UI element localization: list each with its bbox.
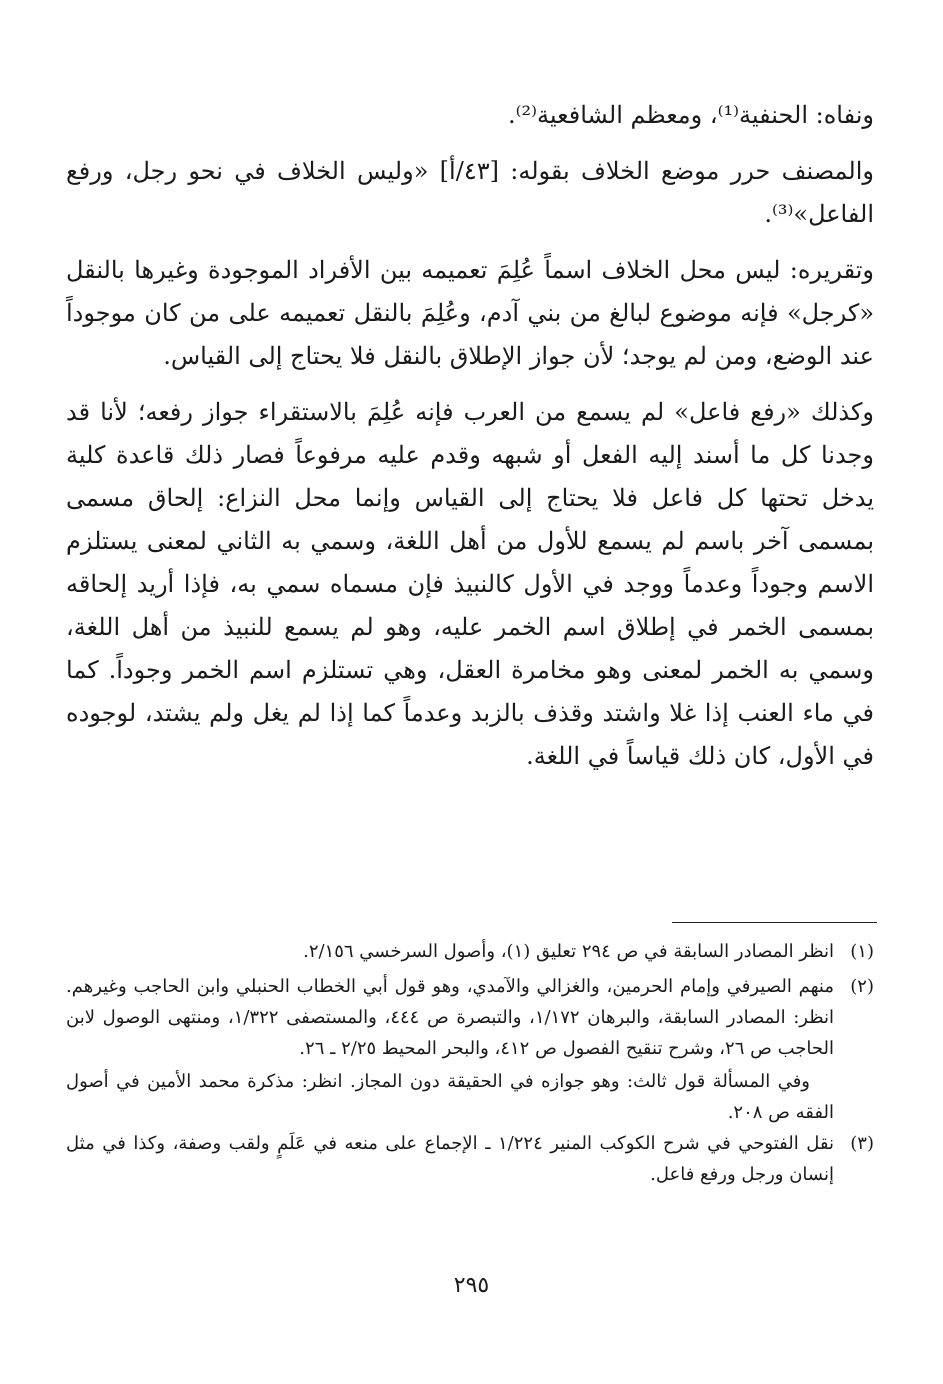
paragraph-explanation: وتقريره: ليس محل الخلاف اسماً عُلِمَ تعميمه بين الأفراد الموجودة وغيرها بالنقل «كرجل» فإنه موضوع لبالغ من بني آدم، وعُلِمَ بالنقل تعميمه على من كان موجوداً عند الوضع، ومن لم يوجد؛ لأن جواز الإطلاق بالنقل فلا يحتاج إلى القياس. — [66, 256, 874, 370]
footnote-3 — [66, 1128, 874, 1190]
footnote-2 — [66, 971, 874, 1064]
footnote-number: (٢) — [850, 976, 874, 997]
paragraph-dispute-point: والمصنف حرر موضع الخلاف بقوله: [٤٣/أ] «وليس الخلاف في نحو رجل، ورفع الفاعل»⁽³⁾. — [66, 157, 874, 228]
footnote-text: انظر المصادر السابقة في ص ٢٩٤ تعليق (١)، وأصول السرخسي ٢/١٥٦. — [303, 941, 834, 962]
paragraph-negators: ونفاه: الحنفية⁽¹⁾، ومعظم الشافعية⁽²⁾. — [508, 101, 874, 129]
footnotes — [66, 936, 874, 1190]
footnote-text: منهم الصيرفي وإمام الحرمين، والغزالي والآمدي، وهو قول أبي الخطاب الحنبلي وابن الحاجب وغيرهم. انظر: المصادر السابقة، والبرهان ١/١٧٢، والتبصرة ص ٤٤٤، والمستصفى ١/٣٢٢، ومنتهى الوصول لابن الحاجب ص ٢٦، وشرح تنقيح الفصول ص ٤١٢، والبحر المحيط ٢/٢٥ ـ ٢٦. — [66, 976, 834, 1059]
footnote-text: نقل الفتوحي في شرح الكوكب المنير ١/٢٢٤ ـ الإجماع على منعه في عَلَمٍ ولقب وصفة، وكذا في مثل إنسان ورجل ورفع فاعل. — [66, 1133, 834, 1185]
footnote-number: (٣) — [850, 1133, 874, 1154]
footnote-1 — [66, 936, 874, 967]
page-number: ٢٩٥ — [453, 1273, 490, 1298]
page-body — [66, 94, 874, 778]
paragraph-analogy: وكذلك «رفع فاعل» لم يسمع من العرب فإنه عُلِمَ بالاستقراء جواز رفعه؛ لأنا قد وجدنا كل ما أسند إليه الفعل أو شبهه وقدم عليه مرفوعاً فصار ذلك قاعدة كلية يدخل تحتها كل فاعل فلا يحتاج إلى القياس وإنما محل النزاع: إلحاق مسمى بمسمى آخر باسم لم يسمع للأول من أهل اللغة، وسمي به الثاني لمعنى يستلزم الاسم وجوداً وعدماً ووجد في الأول كالنبيذ فإن مسماه سمي به، فإذا أريد إلحاقه بمسمى الخمر في إطلاق اسم الخمر عليه، وهو لم يسمع للنبيذ من أهل اللغة، وسمي به الخمر لمعنى وهو مخامرة العقل، وهي تستلزم اسم الخمر وجوداً. كما في ماء العنب إذا غلا واشتد وقذف بالزبد وعدماً كما إذا لم يغل ولم يشتد، لوجوده في الأول، كان ذلك قياساً في اللغة. — [66, 398, 875, 770]
footnote-2-continuation: وفي المسألة قول ثالث: وهو جوازه في الحقيقة دون المجاز. انظر: مذكرة محمد الأمين في أصول الفقه ص ٢٠٨. — [66, 1071, 834, 1123]
footnote-divider — [672, 922, 877, 923]
main-text — [66, 94, 874, 778]
footnote-number: (١) — [850, 941, 874, 962]
